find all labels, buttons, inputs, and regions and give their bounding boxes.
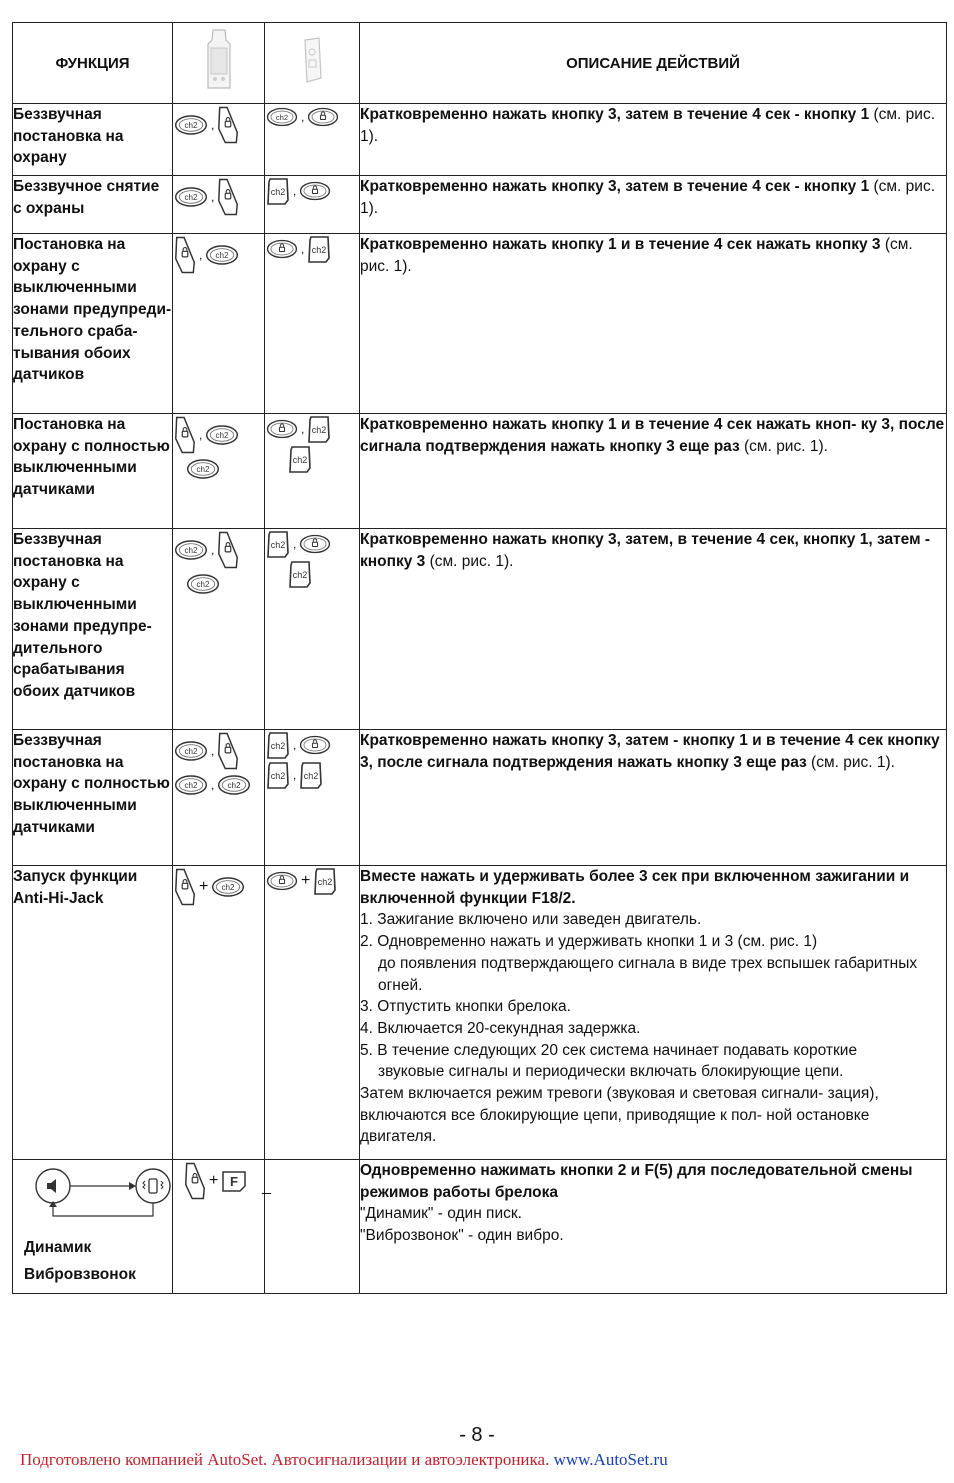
- description: Одновременно нажимать кнопки 2 и F(5) для последовательной смены режимов работы брелока "Динамик" - один писк. "Виброзвонок" - один вибро.: [360, 1160, 947, 1294]
- lock-button-icon: [173, 866, 197, 908]
- separator: ,: [199, 248, 203, 262]
- table-row: [13, 1160, 947, 1294]
- list-item: 3. Отпустить кнопки брелока.: [360, 998, 571, 1016]
- mode-line-2: "Виброзвонок" - один вибро.: [360, 1227, 564, 1245]
- no-action-mark: _: [262, 1178, 271, 1195]
- ch2-square-button-icon: [298, 760, 324, 790]
- ch2-square-button-icon: [265, 529, 291, 559]
- separator: ,: [211, 118, 215, 132]
- function-name: [13, 1160, 173, 1294]
- ch2-square-button-icon: [265, 730, 291, 760]
- mode-label-vibro: Вибровзвонок: [24, 1266, 136, 1284]
- separator: ,: [211, 190, 215, 204]
- separator: ,: [211, 543, 215, 557]
- remote-2-buttons: [265, 866, 360, 1160]
- table-row: [13, 104, 947, 176]
- footer-link[interactable]: www.AutoSet.ru: [553, 1450, 668, 1469]
- list-item: до появления подтверждающего сигнала в виде трех вспышек габаритных огней.: [378, 954, 918, 994]
- ch2-square-button-icon: [287, 559, 313, 589]
- remote-1-buttons: [173, 1160, 265, 1294]
- list-item: 5. В течение следующих 20 сек система начинает подавать короткие: [360, 1041, 858, 1059]
- ch2-button-icon: [204, 422, 240, 448]
- remote-1-buttons: [173, 176, 265, 234]
- separator: ,: [211, 744, 215, 758]
- ch2-button-icon: [204, 242, 240, 268]
- remote-1-buttons: [173, 234, 265, 414]
- function-name: Беззвучная постановка на охрану: [13, 104, 173, 176]
- lock-button-icon: [216, 104, 240, 146]
- lock-button-icon: [183, 1160, 207, 1202]
- description: Кратковременно нажать кнопку 3, затем в течение 4 сек - кнопку 1 (см. рис. 1).: [360, 176, 947, 234]
- ch2-button-icon: [185, 571, 221, 597]
- ch2-button-icon: [265, 104, 299, 130]
- function-name: Беззвучное снятие с охраны: [13, 176, 173, 234]
- function-name: Постановка на охрану с полностью выключенными датчиками: [13, 414, 173, 529]
- remote-2-buttons: [265, 234, 360, 414]
- list-item: 1. Зажигание включено или заведен двигатель.: [360, 911, 702, 929]
- function-name: Запуск функции Anti-Hi-Jack: [13, 866, 173, 1160]
- ch2-square-button-icon: [306, 234, 332, 264]
- functions-table: [12, 22, 947, 1294]
- ch2-button-icon: [173, 537, 209, 563]
- description: Вместе нажать и удерживать более 3 сек при включенном зажигании и включенной функции F18/2. 1. Зажигание включено или заведен двигатель. 2. Одновременно нажать и удерживать кнопки 1 и 3 (см. рис. 1) до появления подтверждающего сигнала в виде трех вспышек габаритных огней. 3. Отпустить кнопки брелока. 4. Включается 20-секундная задержка. 5. В течение следующих 20 сек система начинает подавать короткие звуковые сигналы и периодически включать блокирующие цепи. Затем включается режим тревоги (звуковая и световая сигнали- зация), включаются все блокирующие цепи, приводящие к пол- ной остановке двигателя.: [360, 866, 947, 1160]
- separator: ,: [301, 422, 305, 436]
- remote-1-buttons: [173, 529, 265, 730]
- footer: [20, 1450, 668, 1470]
- separator: ,: [293, 768, 297, 782]
- remote-2-buttons: [265, 104, 360, 176]
- remote-fob-2-icon: [292, 26, 332, 96]
- mode-switch-diagram: [33, 1166, 173, 1224]
- remote-1-buttons: [173, 414, 265, 529]
- lock-button-icon: [216, 529, 240, 571]
- header-remote-1: [173, 23, 265, 104]
- ch2-square-button-icon: [306, 414, 332, 444]
- page-number: - 8 -: [459, 1424, 495, 1446]
- lock-button-icon: [216, 176, 240, 218]
- list-item: 4. Включается 20-секундная задержка.: [360, 1019, 641, 1037]
- lock-button-icon: [173, 414, 197, 456]
- ch2-button-icon: [185, 456, 221, 482]
- ch2-button-icon: [173, 738, 209, 764]
- header-function: ФУНКЦИЯ: [13, 23, 173, 104]
- table-row: [13, 176, 947, 234]
- plus-sign: +: [199, 878, 209, 895]
- table-row: [13, 529, 947, 730]
- lock-button-icon: [306, 104, 340, 130]
- lock-button-icon: [265, 416, 299, 442]
- list-item: звуковые сигналы и периодически включать блокирующие цепи.: [378, 1063, 844, 1081]
- ch2-square-button-icon: [312, 866, 338, 896]
- table-row: [13, 414, 947, 529]
- f-button-icon: [220, 1168, 248, 1194]
- vibro-icon: [136, 1169, 170, 1203]
- lock-button-icon: [298, 178, 332, 204]
- remote-2-buttons: [265, 414, 360, 529]
- ch2-square-button-icon: [287, 444, 313, 474]
- ch2-button-icon: [173, 772, 209, 798]
- ch2-button-icon: [173, 184, 209, 210]
- header-remote-2: [265, 23, 360, 104]
- table-row: [13, 234, 947, 414]
- lock-button-icon: [216, 730, 240, 772]
- remote-1-buttons: [173, 104, 265, 176]
- lock-button-icon: [298, 732, 332, 758]
- separator: ,: [199, 428, 203, 442]
- steps-list: [360, 909, 946, 1148]
- remote-2-buttons: [265, 730, 360, 866]
- remote-1-buttons: [173, 730, 265, 866]
- function-name: Постановка на охрану с выключенными зонами предупреди- тельного сраба- тывания обоих датчиков: [13, 234, 173, 414]
- table-row: [13, 730, 947, 866]
- description: Кратковременно нажать кнопку 3, затем - кнопку 1 и в течение 4 сек кнопку 3, после сигнала подтверждения нажать кнопку 3 еще раз (см. рис. 1).: [360, 730, 947, 866]
- ch2-button-icon: [216, 772, 252, 798]
- description: Кратковременно нажать кнопку 1 и в течение 4 сек нажать кноп- ку 3, после сигнала подтверждения нажать кнопку 3 еще раз (см. рис. 1).: [360, 414, 947, 529]
- remote-2-buttons: [265, 529, 360, 730]
- plus-sign: +: [209, 1172, 219, 1189]
- remote-fob-icon: [199, 26, 239, 96]
- ch2-button-icon: [210, 874, 246, 900]
- table-header-row: [13, 23, 947, 104]
- separator: ,: [301, 110, 305, 124]
- lock-button-icon: [298, 531, 332, 557]
- lock-button-icon: [173, 234, 197, 276]
- list-item: Затем включается режим тревоги (звуковая и световая сигнали- зация), включаются все блокирующие цепи, приводящие к пол- ной остановке двигателя.: [360, 1085, 879, 1146]
- lock-button-icon: [265, 236, 299, 262]
- remote-2-buttons: [262, 1160, 360, 1294]
- lock-button-icon: [265, 868, 299, 894]
- separator: ,: [293, 537, 297, 551]
- table-row: [13, 866, 947, 1160]
- list-item: 2. Одновременно нажать и удерживать кнопки 1 и 3 (см. рис. 1): [360, 933, 818, 951]
- separator: ,: [293, 738, 297, 752]
- function-name: Беззвучная постановка на охрану с выключенными зонами предупре- дительного срабатывания обоих датчиков: [13, 529, 173, 730]
- header-description: ОПИСАНИЕ ДЕЙСТВИЙ: [360, 23, 947, 104]
- mode-line-1: "Динамик" - один писк.: [360, 1205, 522, 1223]
- footer-text: Подготовлено компанией AutoSet. Автосигнализации и автоэлектроника.: [20, 1450, 554, 1469]
- description: Кратковременно нажать кнопку 3, затем в течение 4 сек - кнопку 1 (см. рис. 1).: [360, 104, 947, 176]
- ch2-square-button-icon: [265, 760, 291, 790]
- remote-1-buttons: [173, 866, 265, 1160]
- remote-2-buttons: [265, 176, 360, 234]
- ch2-button-icon: [173, 112, 209, 138]
- separator: ,: [293, 184, 297, 198]
- separator: ,: [211, 778, 215, 792]
- f-button-label: F: [230, 1174, 239, 1189]
- separator: ,: [301, 242, 305, 256]
- description: Кратковременно нажать кнопку 3, затем, в течение 4 сек, кнопку 1, затем - кнопку 3 (см. рис. 1).: [360, 529, 947, 730]
- mode-label-speaker: Динамик: [24, 1238, 92, 1256]
- function-name: Беззвучная постановка на охрану с полностью выключенными датчиками: [13, 730, 173, 866]
- plus-sign: +: [301, 872, 311, 889]
- ch2-square-button-icon: [265, 176, 291, 206]
- description: Кратковременно нажать кнопку 1 и в течение 4 сек нажать кнопку 3 (см. рис. 1).: [360, 234, 947, 414]
